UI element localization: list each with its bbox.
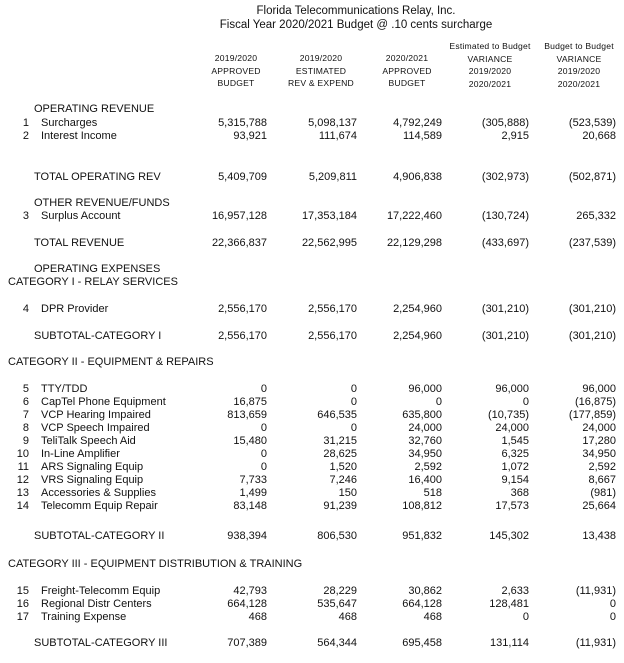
value-variance-budget: 2,592 xyxy=(588,461,616,473)
row-label: Surcharges xyxy=(41,117,98,129)
value-variance-budget: (11,931) xyxy=(575,637,616,649)
table-row xyxy=(0,303,624,316)
value-approved-2019: 93,921 xyxy=(233,130,267,142)
row-label: DPR Provider xyxy=(41,303,109,315)
value-approved-2019: 664,128 xyxy=(227,598,267,610)
value-variance-estimated: 1,072 xyxy=(501,461,529,473)
value-approved-2020: 30,862 xyxy=(408,585,442,597)
line-number: 10 xyxy=(16,448,29,460)
value-variance-budget: (177,859) xyxy=(568,409,616,421)
value-variance-estimated: 368 xyxy=(510,487,529,499)
value-variance-estimated: (10,735) xyxy=(488,409,529,421)
value-estimated-2019: 2,556,170 xyxy=(308,303,357,315)
line-number: 11 xyxy=(17,461,29,473)
value-approved-2020: 2,254,960 xyxy=(393,303,442,315)
value-variance-budget: 0 xyxy=(609,611,616,623)
value-variance-budget: (11,931) xyxy=(575,585,616,597)
value-approved-2019: 42,793 xyxy=(233,585,267,597)
line-number: 8 xyxy=(22,422,29,434)
value-approved-2019: 83,148 xyxy=(233,500,267,512)
value-variance-budget: 265,332 xyxy=(576,210,616,222)
section-other-revenue: OTHER REVENUE/FUNDS xyxy=(34,197,170,209)
column-header-variance-estimated: Estimated to Budget VARIANCE 2019/2020 2020/2021 xyxy=(449,41,531,89)
value-approved-2020: 2,254,960 xyxy=(393,330,442,342)
value-approved-2019: 2,556,170 xyxy=(218,303,267,315)
value-variance-estimated: 0 xyxy=(522,611,529,623)
value-estimated-2019: 646,535 xyxy=(317,409,357,421)
value-estimated-2019: 535,647 xyxy=(317,598,357,610)
column-header-approved-2019: 2019/2020 APPROVED BUDGET xyxy=(211,53,261,88)
line-number: 2 xyxy=(22,130,29,142)
line-number: 7 xyxy=(22,409,29,421)
value-approved-2020: 2,592 xyxy=(414,461,442,473)
section-category-2: CATEGORY II - EQUIPMENT & REPAIRS xyxy=(8,356,214,368)
value-variance-estimated: 2,915 xyxy=(501,130,529,142)
subtotal-row xyxy=(0,330,624,343)
value-variance-budget: (981) xyxy=(590,487,616,499)
value-variance-estimated: (433,697) xyxy=(481,237,529,249)
value-approved-2019: 468 xyxy=(248,611,267,623)
section-category-3: CATEGORY III - EQUIPMENT DISTRIBUTION & TRAINING xyxy=(8,558,303,570)
value-estimated-2019: 2,556,170 xyxy=(308,330,357,342)
subtotal-row xyxy=(0,637,624,650)
column-header-estimated-2019: 2019/2020 ESTIMATED REV & EXPEND xyxy=(288,53,354,88)
value-approved-2019: 1,499 xyxy=(239,487,267,499)
value-approved-2020: 22,129,298 xyxy=(386,237,442,249)
value-variance-budget: 17,280 xyxy=(582,435,616,447)
value-approved-2019: 707,389 xyxy=(227,637,267,649)
line-number: 16 xyxy=(16,598,29,610)
line-number: 6 xyxy=(22,396,29,408)
table-row xyxy=(0,422,624,435)
line-number: 4 xyxy=(22,303,29,315)
table-row xyxy=(0,210,624,223)
line-number: 17 xyxy=(16,611,29,623)
value-estimated-2019: 28,229 xyxy=(323,585,357,597)
row-label: Freight-Telecomm Equip xyxy=(41,585,161,597)
value-variance-estimated: 96,000 xyxy=(495,383,529,395)
value-variance-estimated: 2,633 xyxy=(501,585,529,597)
row-label: Accessories & Supplies xyxy=(41,487,156,499)
value-estimated-2019: 7,246 xyxy=(329,474,357,486)
table-row xyxy=(0,611,624,624)
value-estimated-2019: 1,520 xyxy=(329,461,357,473)
line-number: 9 xyxy=(22,435,29,447)
value-estimated-2019: 564,344 xyxy=(317,637,357,649)
value-approved-2019: 813,659 xyxy=(227,409,267,421)
value-variance-budget: 8,667 xyxy=(588,474,616,486)
line-number: 12 xyxy=(16,474,29,486)
row-label: SUBTOTAL-CATEGORY II xyxy=(34,530,165,542)
value-approved-2019: 16,957,128 xyxy=(211,210,267,222)
value-approved-2019: 16,875 xyxy=(233,396,267,408)
row-label: Regional Distr Centers xyxy=(41,598,152,610)
value-estimated-2019: 91,239 xyxy=(323,500,357,512)
line-number: 3 xyxy=(22,210,29,222)
value-approved-2019: 5,409,709 xyxy=(218,171,267,183)
row-label: In-Line Amplifier xyxy=(41,448,120,460)
value-variance-estimated: (301,210) xyxy=(481,303,529,315)
line-number: 15 xyxy=(16,585,29,597)
value-variance-budget: 25,664 xyxy=(582,500,616,512)
value-approved-2020: 32,760 xyxy=(408,435,442,447)
value-approved-2020: 468 xyxy=(423,611,442,623)
value-variance-budget: 13,438 xyxy=(582,530,616,542)
value-estimated-2019: 22,562,995 xyxy=(301,237,357,249)
value-estimated-2019: 468 xyxy=(338,611,357,623)
row-label: VRS Signaling Equip xyxy=(41,474,144,486)
value-estimated-2019: 806,530 xyxy=(317,530,357,542)
line-number: 5 xyxy=(22,383,29,395)
row-label: CapTel Phone Equipment xyxy=(41,396,166,408)
document-subtitle: Fiscal Year 2020/2021 Budget @ .10 cents surcharge xyxy=(219,19,493,31)
value-variance-estimated: 128,481 xyxy=(489,598,529,610)
column-header-approved-2020: 2020/2021 APPROVED BUDGET xyxy=(382,53,432,88)
value-approved-2020: 518 xyxy=(423,487,442,499)
row-label: SUBTOTAL-CATEGORY III xyxy=(34,637,168,649)
table-row xyxy=(0,396,624,409)
value-variance-estimated: 1,545 xyxy=(501,435,529,447)
section-operating-expenses: OPERATING EXPENSES xyxy=(34,263,161,275)
row-label: Surplus Account xyxy=(41,210,121,222)
value-approved-2020: 0 xyxy=(435,396,442,408)
row-label: TTY/TDD xyxy=(41,383,88,395)
table-row xyxy=(0,598,624,611)
table-row xyxy=(0,435,624,448)
value-approved-2020: 695,458 xyxy=(402,637,442,649)
value-approved-2020: 951,832 xyxy=(402,530,442,542)
value-estimated-2019: 5,209,811 xyxy=(308,171,357,183)
value-variance-estimated: (305,888) xyxy=(481,117,529,129)
line-number: 13 xyxy=(16,487,29,499)
table-row xyxy=(0,474,624,487)
column-header-variance-budget: Budget to Budget VARIANCE 2019/2020 2020/2021 xyxy=(544,41,614,89)
value-variance-budget: (16,875) xyxy=(575,396,616,408)
value-variance-budget: (523,539) xyxy=(568,117,616,129)
value-approved-2019: 0 xyxy=(260,461,267,473)
line-number: 1 xyxy=(22,117,29,129)
table-row xyxy=(0,448,624,461)
table-row xyxy=(0,500,624,513)
value-approved-2020: 114,589 xyxy=(403,130,442,142)
value-estimated-2019: 111,674 xyxy=(318,130,357,142)
table-row xyxy=(0,130,624,143)
row-label: ARS Signaling Equip xyxy=(41,461,144,473)
value-estimated-2019: 28,625 xyxy=(323,448,357,460)
value-approved-2020: 108,812 xyxy=(402,500,442,512)
value-approved-2020: 17,222,460 xyxy=(386,210,442,222)
table-row xyxy=(0,383,624,396)
value-variance-estimated: 9,154 xyxy=(501,474,529,486)
value-variance-budget: 0 xyxy=(609,598,616,610)
value-estimated-2019: 5,098,137 xyxy=(308,117,357,129)
subtotal-row xyxy=(0,530,624,543)
value-variance-estimated: (302,973) xyxy=(481,171,529,183)
value-variance-budget: (237,539) xyxy=(568,237,616,249)
row-label: Training Expense xyxy=(41,611,127,623)
line-number: 14 xyxy=(16,500,29,512)
value-approved-2020: 664,128 xyxy=(402,598,442,610)
total-row xyxy=(0,171,624,184)
row-label: VCP Hearing Impaired xyxy=(41,409,151,421)
value-variance-estimated: (130,724) xyxy=(481,210,529,222)
row-label: VCP Speech Impaired xyxy=(41,422,150,434)
value-variance-budget: 96,000 xyxy=(582,383,616,395)
value-variance-budget: 34,950 xyxy=(582,448,616,460)
section-operating-revenue: OPERATING REVENUE xyxy=(34,103,155,115)
value-variance-estimated: (301,210) xyxy=(481,330,529,342)
value-approved-2019: 15,480 xyxy=(233,435,267,447)
value-variance-estimated: 0 xyxy=(522,396,529,408)
value-approved-2019: 0 xyxy=(260,422,267,434)
value-variance-budget: 20,668 xyxy=(582,130,616,142)
value-approved-2019: 938,394 xyxy=(227,530,267,542)
value-variance-estimated: 131,114 xyxy=(490,637,529,649)
value-estimated-2019: 0 xyxy=(350,422,357,434)
value-variance-budget: (301,210) xyxy=(568,303,616,315)
document-title: Florida Telecommunications Relay, Inc. xyxy=(256,5,456,17)
table-row xyxy=(0,117,624,130)
value-approved-2020: 4,906,838 xyxy=(393,171,442,183)
row-label: SUBTOTAL-CATEGORY I xyxy=(34,330,162,342)
row-label: Telecomm Equip Repair xyxy=(41,500,158,512)
value-approved-2020: 24,000 xyxy=(408,422,442,434)
value-approved-2020: 96,000 xyxy=(408,383,442,395)
value-approved-2019: 2,556,170 xyxy=(218,330,267,342)
value-approved-2020: 4,792,249 xyxy=(393,117,442,129)
value-variance-estimated: 17,573 xyxy=(495,500,529,512)
value-variance-budget: (502,871) xyxy=(568,171,616,183)
value-variance-estimated: 24,000 xyxy=(495,422,529,434)
value-approved-2019: 7,733 xyxy=(239,474,267,486)
table-row xyxy=(0,585,624,598)
total-row xyxy=(0,237,624,250)
value-approved-2020: 635,800 xyxy=(402,409,442,421)
value-variance-budget: 24,000 xyxy=(582,422,616,434)
value-variance-estimated: 6,325 xyxy=(501,448,529,460)
value-estimated-2019: 0 xyxy=(350,383,357,395)
table-row xyxy=(0,461,624,474)
value-estimated-2019: 150 xyxy=(338,487,357,499)
row-label: TeliTalk Speech Aid xyxy=(41,435,136,447)
row-label: TOTAL REVENUE xyxy=(34,237,125,249)
table-row xyxy=(0,409,624,422)
table-row xyxy=(0,487,624,500)
value-estimated-2019: 31,215 xyxy=(323,435,357,447)
value-estimated-2019: 17,353,184 xyxy=(301,210,357,222)
value-estimated-2019: 0 xyxy=(350,396,357,408)
section-category-1: CATEGORY I - RELAY SERVICES xyxy=(8,276,178,288)
value-approved-2019: 5,315,788 xyxy=(218,117,267,129)
value-variance-estimated: 145,302 xyxy=(489,530,529,542)
value-approved-2019: 0 xyxy=(260,383,267,395)
value-approved-2019: 0 xyxy=(260,448,267,460)
value-approved-2019: 22,366,837 xyxy=(211,237,267,249)
row-label: TOTAL OPERATING REV xyxy=(34,171,161,183)
value-variance-budget: (301,210) xyxy=(568,330,616,342)
value-approved-2020: 16,400 xyxy=(408,474,442,486)
row-label: Interest Income xyxy=(41,130,117,142)
value-approved-2020: 34,950 xyxy=(408,448,442,460)
